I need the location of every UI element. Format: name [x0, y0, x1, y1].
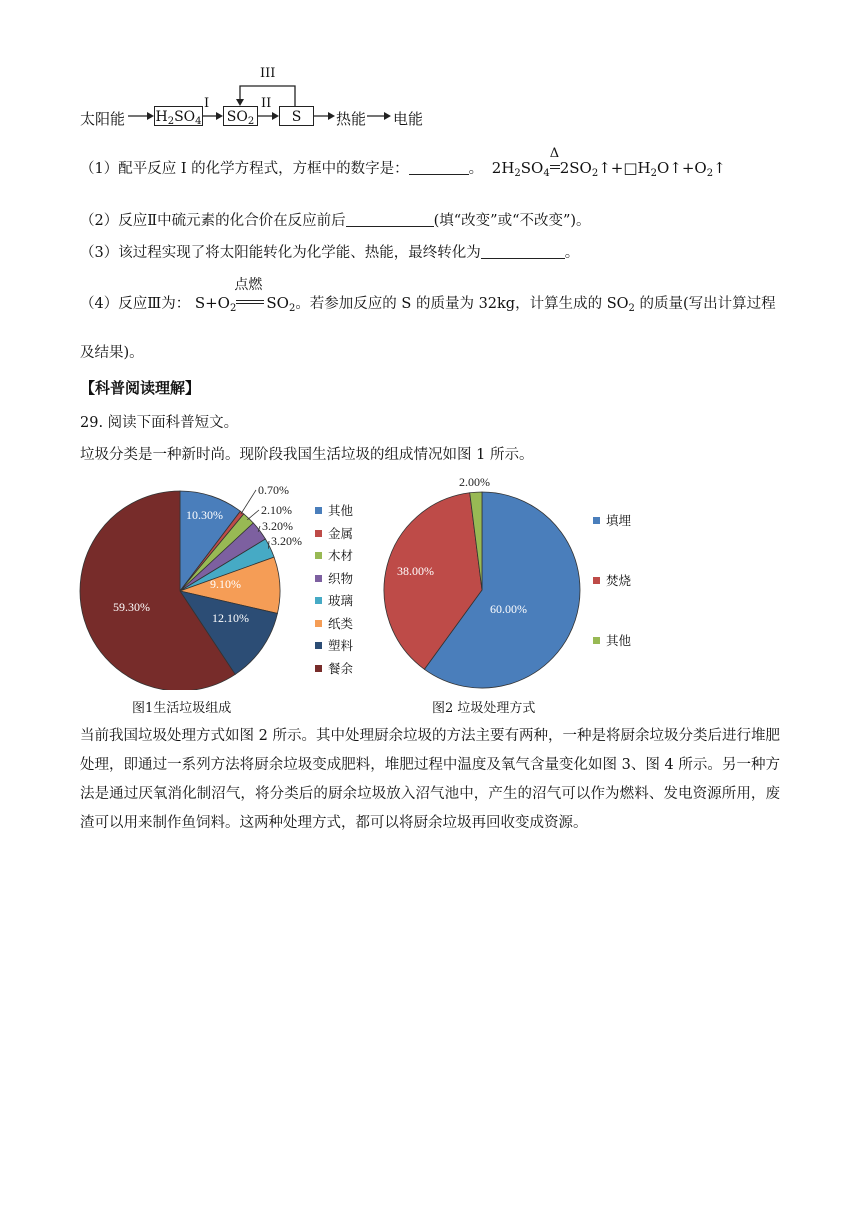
answer-blank[interactable]	[346, 212, 434, 227]
legend-swatch	[593, 637, 600, 644]
pie-leader-line-2	[241, 490, 256, 514]
legend-swatch	[315, 620, 322, 627]
pie-chart-2	[370, 470, 600, 690]
legend-item	[315, 594, 353, 608]
pie-data-label-1: 60.00%	[490, 602, 527, 616]
flow-end-label: 电能	[393, 110, 424, 128]
legend-label: 塑料	[328, 638, 354, 653]
legend-label: 其他	[606, 633, 632, 648]
legend-label: 玻璃	[328, 593, 354, 608]
legend-label: 纸类	[328, 615, 354, 631]
question-1: （1）配平反应 I 的化学方程式，方框中的数字是： 。 $2H_2SO_4$ Δ $2SO_2↑+□H_2O↑+O_2↑$	[80, 146, 726, 179]
section-heading: 【科普阅读理解】	[80, 379, 201, 397]
pie-data-label-7: 12.10%	[212, 611, 249, 625]
pie-data-label-8: 59.30%	[113, 600, 150, 614]
question-3: （3）该过程实现了将太阳能转化为化学能、热能，最终转化为 。	[80, 245, 580, 261]
legend-label: 金属	[328, 525, 354, 541]
legend-swatch	[315, 552, 322, 559]
pie-data-label-2: 0.70%	[258, 483, 289, 497]
flow-label-ii: II	[261, 96, 272, 111]
answer-blank[interactable]	[409, 160, 469, 175]
flow-arrows	[0, 0, 860, 140]
legend-swatch	[315, 665, 322, 672]
legend-swatch	[315, 575, 322, 582]
pie-data-label-3: 2.00%	[459, 475, 490, 489]
legend-swatch	[593, 577, 600, 584]
pie-data-label-6: 9.10%	[210, 577, 241, 591]
question-2: （2）反应Ⅱ中硫元素的化合价在反应前后 (填“改变”或“不改变”)。	[80, 213, 591, 229]
flow-start-label: 太阳能	[80, 110, 126, 128]
pie-leader-line-3	[247, 510, 259, 520]
legend-item	[315, 504, 353, 518]
question-29-title: 29. 阅读下面科普短文。	[80, 415, 239, 431]
legend-item	[315, 527, 353, 541]
pie-data-label-1: 10.30%	[186, 508, 223, 522]
flow-heat-label: 热能	[336, 110, 367, 128]
legend-item	[315, 572, 353, 586]
legend-item	[315, 662, 353, 676]
equation-4: $S+O_2$ 点燃 $SO_2$	[194, 277, 296, 314]
flow-box-s: S	[279, 106, 314, 126]
pie-data-label-4: 3.20%	[262, 519, 293, 533]
legend-label: 木材	[328, 548, 354, 563]
figure-2-caption: 图2 垃圾处理方式	[432, 701, 536, 716]
legend-label: 餐余	[328, 660, 354, 676]
pie-data-label-5: 3.20%	[271, 534, 302, 548]
legend-label: 填埋	[606, 513, 632, 528]
intro-text: 垃圾分类是一种新时尚。现阶段我国生活垃圾的组成情况如图 1 所示。	[80, 447, 534, 463]
pie-data-label-3: 2.10%	[261, 503, 292, 517]
legend-item	[315, 639, 353, 653]
body-paragraph: 当前我国垃圾处理方式如图 2 所示。其中处理厨余垃圾的方法主要有两种，一种是将厨余垃圾分类后进行堆肥处理，即通过一系列方法将厨余垃圾变成肥料，堆肥过程中温度及氧气含量变化如图 3、图 4 所示。另一种方法是通过厌氧消化制沼气，将分类后的厨余垃圾放入沼气池中，产生的沼气可以作为燃料、发电资源所用，废渣可以用来制作鱼饲料。这两种处理方式，都可以将厨余垃圾再回收变成资源。	[80, 728, 780, 831]
legend-item	[315, 549, 353, 563]
equation-1: $2H_2SO_4$ Δ $2SO_2↑+□H_2O↑+O_2↑$	[491, 146, 726, 179]
pie-data-label-2: 38.00%	[397, 564, 434, 578]
answer-blank[interactable]	[481, 244, 565, 259]
legend-swatch	[315, 507, 322, 514]
question-4-cont: 及结果)。	[80, 345, 144, 361]
legend-swatch	[315, 597, 322, 604]
question-4: （4）反应Ⅲ为： $S+O_2$ 点燃 $SO_2$。若参加反应的 S 的质量为 32kg，计算生成的 $SO_2$ 的质量(写出计算过程	[80, 277, 776, 314]
legend-label: 织物	[328, 570, 354, 586]
legend-swatch	[315, 530, 322, 537]
legend-label: 焚烧	[606, 573, 632, 588]
flow-box-so2: $SO_2$	[223, 106, 258, 126]
legend-item	[593, 634, 631, 648]
legend-item	[593, 514, 631, 528]
legend-item	[593, 574, 631, 588]
legend-item	[315, 617, 353, 631]
legend-swatch	[315, 642, 322, 649]
legend-swatch	[593, 517, 600, 524]
flow-label-i: I	[204, 96, 210, 111]
flow-label-iii: III	[260, 66, 276, 81]
figure-1-caption: 图1生活垃圾组成	[132, 701, 232, 716]
pie-chart-1	[0, 470, 420, 690]
flow-box-h2so4: $H_2SO_4$	[154, 106, 203, 126]
legend-label: 其他	[328, 503, 354, 518]
